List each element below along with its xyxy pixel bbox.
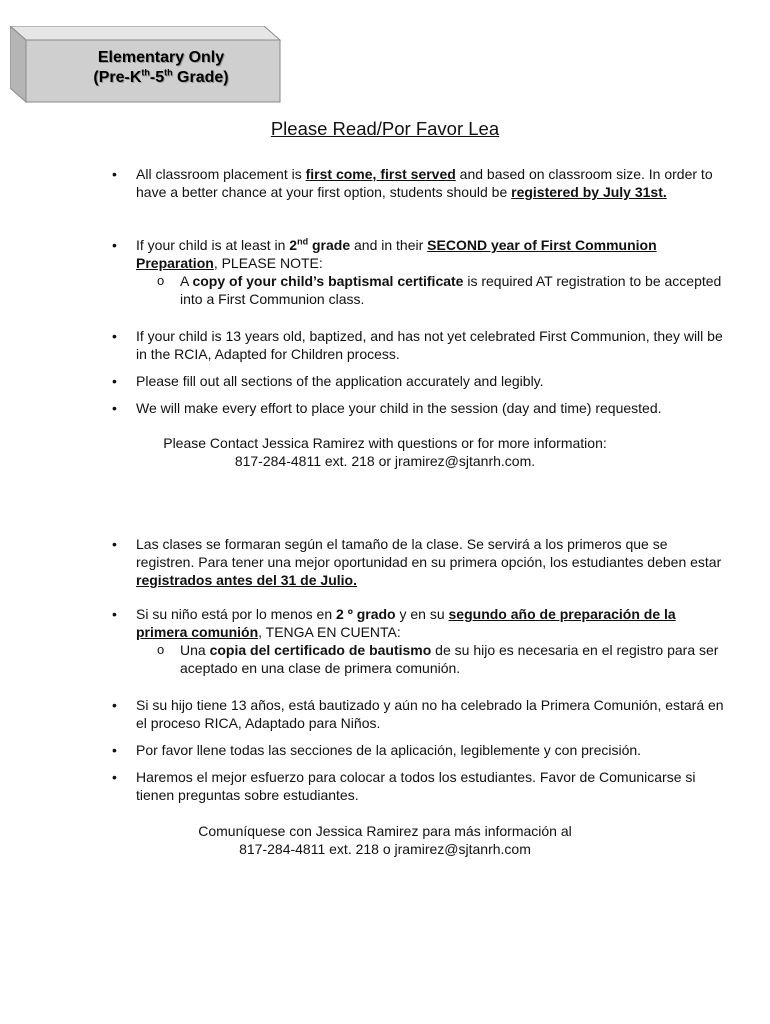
list-item: • Por favor llene todas las secciones de la aplicación, legiblemente y con precisión. [0, 741, 726, 759]
contact-line: Comuníquese con Jessica Ramirez para más información al [198, 823, 572, 839]
text-run: , PLEASE NOTE: [213, 255, 323, 271]
list-item [0, 165, 726, 201]
english-list [0, 165, 726, 201]
emphasis-text: first come, first served [305, 166, 456, 182]
bold-text: copia del certificado de bautismo [209, 642, 432, 658]
spanish-list [0, 605, 726, 677]
emphasis-text: registrados antes del 31 de Julio. [136, 572, 357, 588]
banner-superscript: th [164, 67, 173, 78]
list-item: • Haremos el mejor esfuerzo para colocar a todos los estudiantes. Favor de Comunicarse si tienen preguntas sobre estudiantes. [0, 768, 726, 804]
list-item [0, 605, 726, 677]
sub-list-item [136, 641, 726, 677]
banner-line-2-part: (Pre-K [93, 69, 142, 86]
text-run: y en su [395, 606, 449, 622]
english-list [0, 327, 726, 363]
spanish-list [0, 696, 726, 732]
contact-info [90, 434, 680, 470]
bold-text: grade [308, 237, 351, 253]
list-item: • We will make every effort to place your child in the session (day and time) requested. [0, 399, 726, 417]
page-title: Please Read/Por Favor Lea [270, 118, 500, 139]
english-list [0, 236, 726, 308]
superscript: nd [297, 236, 309, 247]
text-run: de su hijo es necesaria en el registro para ser aceptado en una clase de primera comunión. [180, 642, 719, 676]
bold-text: 2 [289, 237, 298, 253]
emphasis-text: segundo año de preparación de la primera comunión [136, 606, 676, 640]
banner-line-2-part: -5 [149, 69, 165, 86]
emphasis-text: SECOND year of First Communion Preparation [136, 237, 657, 271]
banner-text [36, 48, 286, 88]
banner-superscript: th [141, 67, 150, 78]
spanish-list [0, 535, 726, 589]
list-item [0, 236, 726, 308]
text-run: and in their [350, 237, 428, 253]
banner-line-1: Elementary Only [97, 49, 225, 66]
text-run: is required AT registration to be accepted into a First Communion class. [180, 273, 722, 307]
sub-list-item [136, 272, 726, 308]
bold-text: 2 º grado [336, 606, 396, 622]
contact-line: 817-284-4811 ext. 218 o jramirez@sjtanrh.com [239, 841, 531, 857]
list-item: • Please fill out all sections of the application accurately and legibly. [0, 372, 726, 390]
spanish-list [0, 768, 726, 804]
text-run: All classroom placement is [136, 166, 306, 182]
text-run: Las clases se formaran según el tamaño de la clase. Se servirá a los primeros que se registren. Para tener una mejor oportunidad en su primera opción, los estudiantes deben estar [136, 536, 722, 570]
text-run: A [180, 273, 193, 289]
banner-line-2 [36, 68, 286, 88]
text-run: , TENGA EN CUENTA: [258, 624, 401, 640]
list-item: • If your child is 13 years old, baptized, and has not yet celebrated First Communion, they will be in the RCIA, Adapted for Children process. [0, 327, 726, 363]
grade-banner [10, 26, 280, 102]
spanish-list [0, 741, 726, 759]
emphasis-text: registered by July 31st. [511, 184, 667, 200]
contact-line: Please Contact Jessica Ramirez with questions or for more information: [163, 435, 607, 451]
text-run: If your child is at least in [136, 237, 290, 253]
contact-line: 817-284-4811 ext. 218 or jramirez@sjtanrh.com. [234, 453, 536, 469]
english-list [0, 372, 726, 390]
banner-line-2-part: Grade) [172, 69, 229, 86]
list-item [0, 535, 726, 589]
text-run: and based on classroom size. In order to have a better chance at your first option, students should be [136, 166, 713, 200]
text-run: Si su niño está por lo menos en [136, 606, 337, 622]
english-list [0, 399, 726, 417]
bold-text: copy of your child’s baptismal certificate [192, 273, 464, 289]
text-run: Una [180, 642, 210, 658]
contact-info [90, 822, 680, 858]
list-item: • Si su hijo tiene 13 años, está bautizado y aún no ha celebrado la Primera Comunión, estará en el proceso RICA, Adaptado para Niños. [0, 696, 726, 732]
